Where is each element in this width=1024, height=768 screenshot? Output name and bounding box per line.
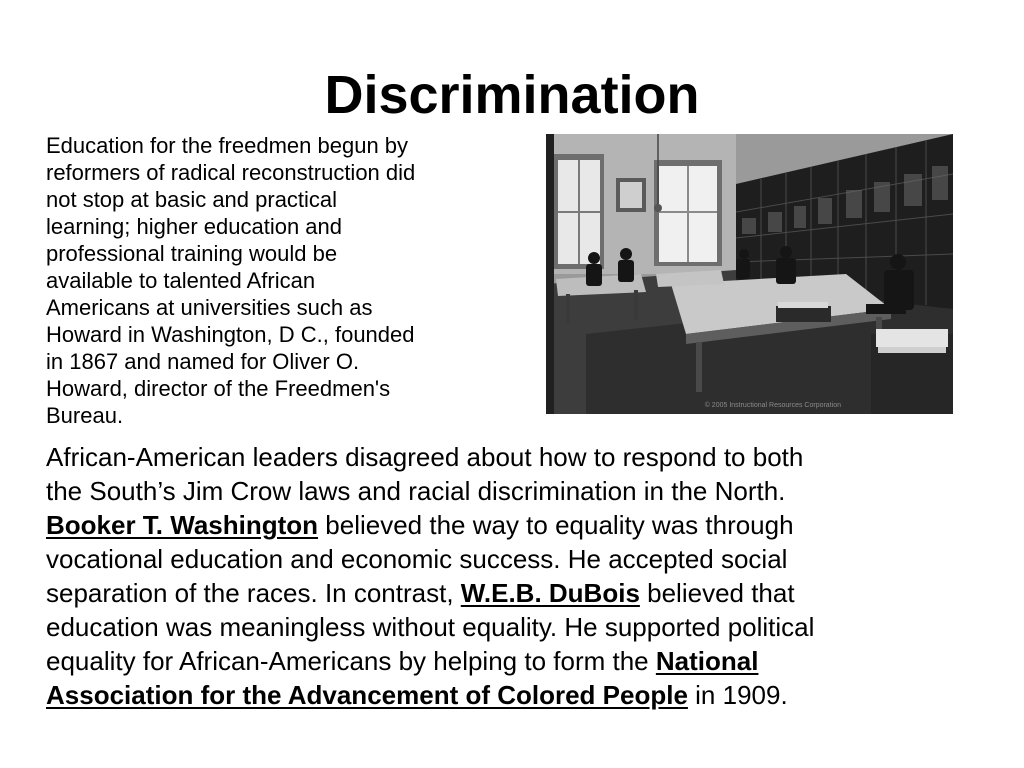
body-text: equality for African-Americans by helping to form the — [46, 646, 656, 676]
intro-line: not stop at basic and practical — [46, 187, 338, 212]
body-line — [46, 678, 996, 712]
body-text: African-American leaders disagreed about how to respond to both — [46, 442, 804, 472]
body-line — [46, 610, 996, 644]
body-line — [46, 542, 996, 576]
body-text: believed the way to equality was through — [318, 510, 794, 540]
intro-line: available to talented African — [46, 268, 316, 293]
photo-illustration — [546, 134, 953, 414]
intro-line: in 1867 and named for Oliver O. — [46, 349, 360, 374]
body-line — [46, 474, 996, 508]
intro-line: Americans at universities such as — [46, 295, 373, 320]
intro-line: reformers of radical reconstruction did — [46, 160, 416, 185]
body-line — [46, 440, 996, 474]
body-text: education was meaningless without equality. He supported political — [46, 612, 815, 642]
intro-paragraph — [46, 132, 546, 429]
body-line — [46, 644, 996, 678]
web-dubois-link[interactable]: W.E.B. DuBois — [460, 578, 640, 608]
naacp-link-part1[interactable]: National — [655, 646, 759, 676]
intro-line: Howard, director of the Freedmen's — [46, 376, 391, 401]
booker-t-washington-link[interactable]: Booker T. Washington — [46, 510, 319, 540]
intro-line: Bureau. — [46, 403, 124, 428]
naacp-link-part2[interactable]: Association for the Advancement of Colored People — [46, 680, 688, 710]
intro-line: Education for the freedmen begun by — [46, 133, 409, 158]
body-text: separation of the races. In contrast, — [46, 578, 461, 608]
body-paragraph — [46, 440, 996, 712]
photo-copyright: © 2005 Instructional Resources Corporation — [704, 402, 841, 409]
intro-line: Howard in Washington, D C., founded — [46, 322, 415, 347]
body-text: believed that — [639, 578, 795, 608]
intro-line: professional training would be — [46, 241, 338, 266]
body-line — [46, 508, 996, 542]
body-text: the South’s Jim Crow laws and racial discrimination in the North. — [46, 476, 786, 506]
body-text: vocational education and economic success. He accepted social — [46, 544, 788, 574]
body-text: in 1909. — [687, 680, 788, 710]
slide-title: Discrimination — [324, 65, 700, 125]
library-reading-room-photo — [546, 134, 953, 414]
intro-line: learning; higher education and — [46, 214, 343, 239]
body-line — [46, 576, 996, 610]
